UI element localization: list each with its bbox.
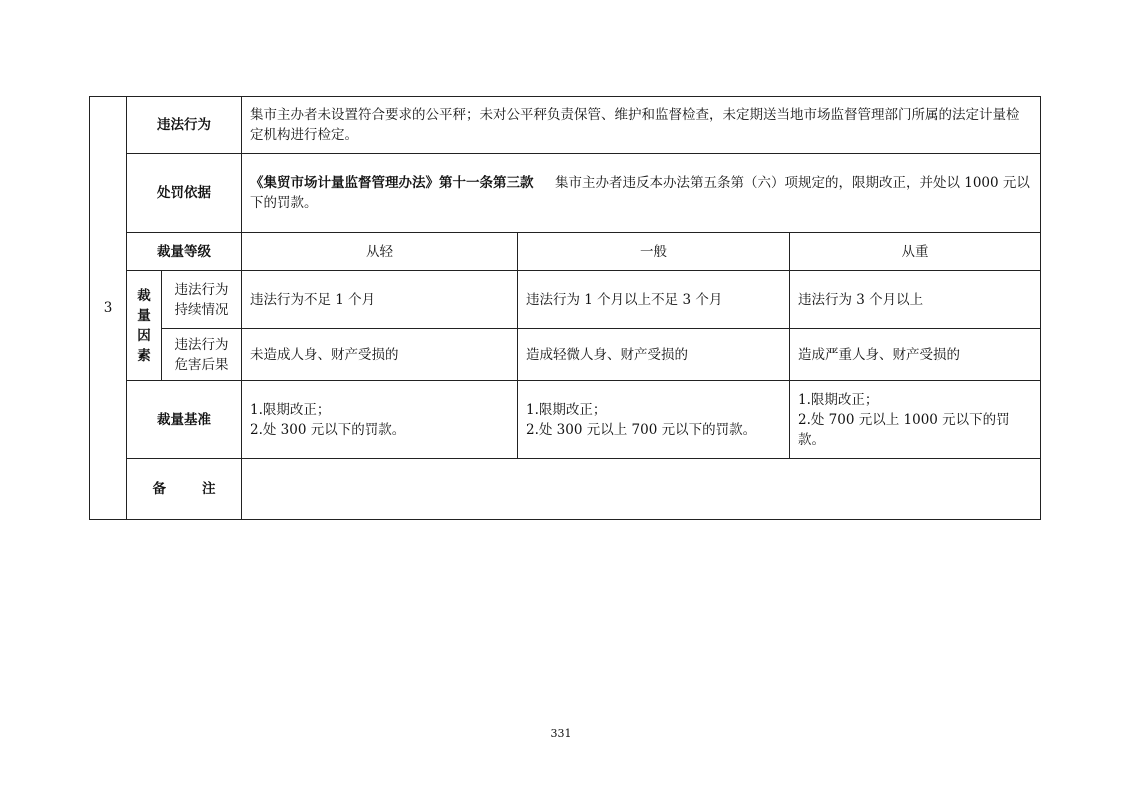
violation-label: 违法行为 bbox=[127, 97, 242, 154]
level-light: 从轻 bbox=[242, 233, 518, 271]
factors-char: 量 bbox=[137, 307, 151, 324]
factors-char: 因 bbox=[137, 327, 151, 344]
remark-char: 注 bbox=[202, 481, 216, 497]
factor-cell: 未造成人身、财产受损的 bbox=[242, 329, 518, 381]
remark-row bbox=[90, 459, 1041, 520]
page-number: 331 bbox=[550, 727, 572, 740]
factor-cell: 违法行为 3 个月以上 bbox=[790, 271, 1041, 329]
standard-line: 1.限期改正； bbox=[798, 391, 879, 408]
basis-cell bbox=[242, 154, 1041, 233]
violation-row bbox=[90, 97, 1041, 154]
factor-label-line: 持续情况 bbox=[174, 301, 229, 318]
basis-reference: 《集贸市场计量监督管理办法》第十一条第三款 bbox=[250, 175, 534, 191]
standard-line: 2.处 700 元以上 1000 元以下的罚款。 bbox=[798, 411, 1010, 448]
factor-row-harm bbox=[90, 329, 1041, 381]
factor-label-duration bbox=[162, 271, 242, 329]
basis-row bbox=[90, 154, 1041, 233]
standard-line: 2.处 300 元以上 700 元以下的罚款。 bbox=[526, 421, 757, 438]
factor-cell: 造成轻微人身、财产受损的 bbox=[518, 329, 790, 381]
violation-text: 集市主办者未设置符合要求的公平秤；未对公平秤负责保管、维护和监督检查，未定期送当地市场监督管理部门所属的法定计量检定机构进行检定。 bbox=[242, 97, 1041, 154]
remark-text bbox=[242, 459, 1041, 520]
remark-char: 备 bbox=[152, 481, 166, 497]
factors-group-label bbox=[127, 271, 162, 381]
factor-label-harm bbox=[162, 329, 242, 381]
standard-line: 1.限期改正； bbox=[526, 401, 607, 418]
factor-label-line: 违法行为 bbox=[174, 281, 229, 298]
factor-label-line: 违法行为 bbox=[174, 336, 229, 353]
factor-cell: 违法行为 1 个月以上不足 3 个月 bbox=[518, 271, 790, 329]
remark-label bbox=[127, 459, 242, 520]
basis-text: 集市主办者违反本办法第五条第（六）项规定的，限期改正，并处以 1000 元以下的罚款。 bbox=[250, 175, 1030, 211]
basis-label: 处罚依据 bbox=[127, 154, 242, 233]
factors-char: 素 bbox=[137, 347, 151, 364]
standard-line: 2.处 300 元以下的罚款。 bbox=[250, 421, 406, 438]
level-heavy: 从重 bbox=[790, 233, 1041, 271]
factors-char: 裁 bbox=[137, 287, 151, 304]
standard-cell-normal bbox=[518, 381, 790, 459]
standard-label: 裁量基准 bbox=[127, 381, 242, 459]
standard-line: 1.限期改正； bbox=[250, 401, 331, 418]
level-normal: 一般 bbox=[518, 233, 790, 271]
standard-row bbox=[90, 381, 1041, 459]
levels-label: 裁量等级 bbox=[127, 233, 242, 271]
penalty-discretion-table bbox=[89, 96, 1041, 520]
factor-row-duration bbox=[90, 271, 1041, 329]
standard-cell-light bbox=[242, 381, 518, 459]
levels-row bbox=[90, 233, 1041, 271]
standard-cell-heavy bbox=[790, 381, 1041, 459]
factor-cell: 违法行为不足 1 个月 bbox=[242, 271, 518, 329]
factor-label-line: 危害后果 bbox=[174, 356, 229, 373]
factor-cell: 造成严重人身、财产受损的 bbox=[790, 329, 1041, 381]
row-number: 3 bbox=[90, 97, 127, 520]
